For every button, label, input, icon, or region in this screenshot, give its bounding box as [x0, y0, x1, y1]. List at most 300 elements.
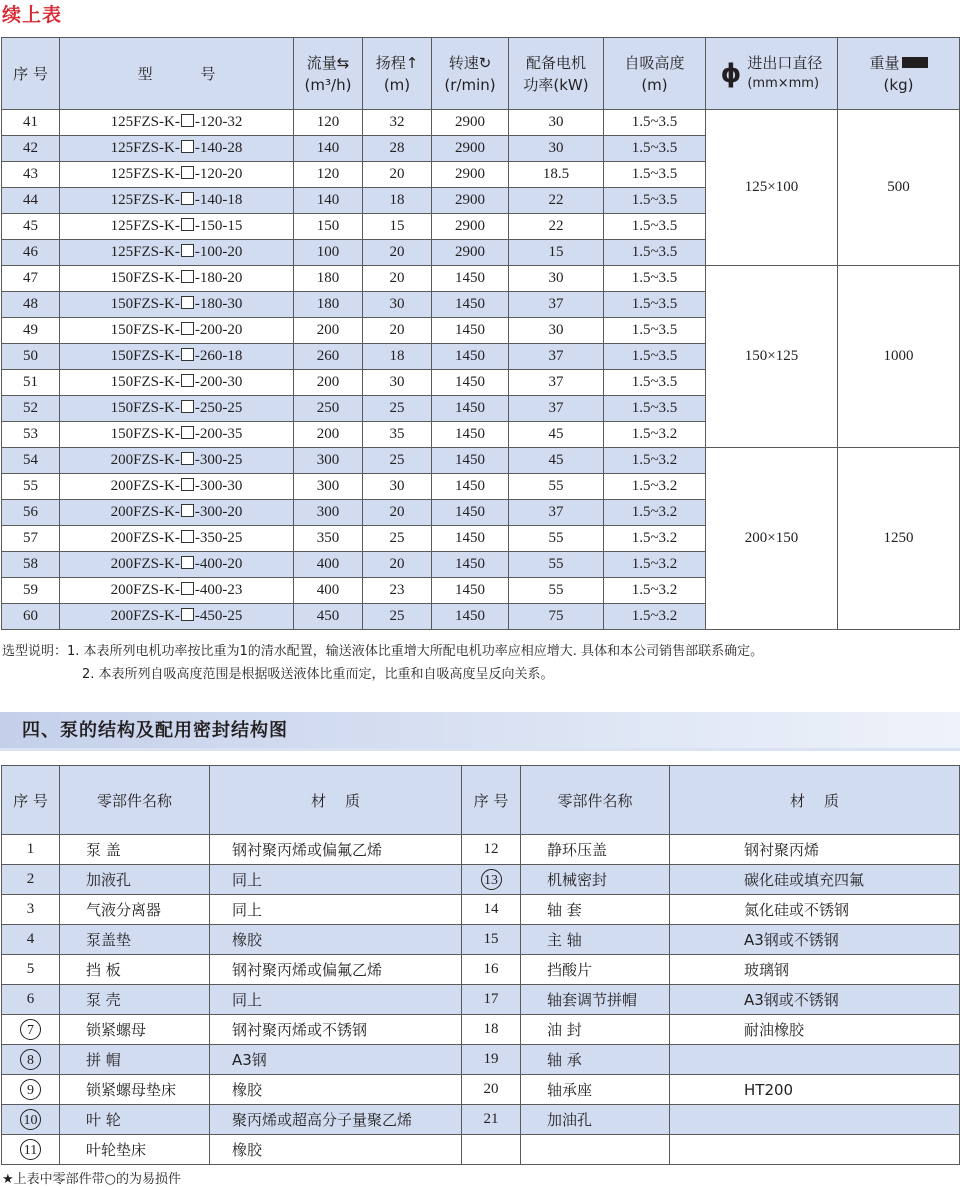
- spec-power: 30: [509, 318, 604, 344]
- part-seq: 3: [2, 895, 60, 925]
- model-prefix: 150FZS-K-: [110, 426, 180, 442]
- spec-flow: 200: [294, 318, 363, 344]
- spec-head: 20: [363, 552, 432, 578]
- header-diameter: [706, 38, 838, 110]
- spec-head: 25: [363, 604, 432, 630]
- parts-row: [2, 1075, 960, 1105]
- parts-row: [2, 1105, 960, 1135]
- spec-table: [1, 37, 960, 630]
- header-weight-unit: (kg): [883, 75, 914, 94]
- part-name: 静环压盖: [521, 835, 670, 865]
- spec-flow: 100: [294, 240, 363, 266]
- header-seq: [2, 38, 60, 110]
- model-suffix: -200-30: [194, 374, 243, 390]
- model-suffix: -180-20: [194, 270, 243, 286]
- spec-flow: 260: [294, 344, 363, 370]
- part-name: 叶轮垫床: [60, 1135, 210, 1165]
- spec-speed: 1450: [432, 578, 509, 604]
- part-name: 轴套调节拼帽: [521, 985, 670, 1015]
- spec-speed: 1450: [432, 474, 509, 500]
- spec-flow: 140: [294, 188, 363, 214]
- spec-row: [2, 448, 960, 474]
- part-seq: 21: [462, 1105, 521, 1135]
- spec-power: 37: [509, 500, 604, 526]
- model-suffix: -250-25: [194, 400, 243, 416]
- model-prefix: 125FZS-K-: [110, 218, 180, 234]
- spec-seq: 45: [2, 214, 60, 240]
- model-suffix: -400-20: [194, 556, 243, 572]
- wear-part-circle: 11: [20, 1139, 41, 1160]
- spec-model: [60, 604, 294, 630]
- parts-header-seq-left: 序 号: [2, 766, 60, 835]
- part-seq: [2, 1075, 60, 1105]
- spec-speed: 2900: [432, 214, 509, 240]
- spec-seq: 46: [2, 240, 60, 266]
- part-name: 叶 轮: [60, 1105, 210, 1135]
- model-prefix: 200FZS-K-: [110, 556, 180, 572]
- parts-row: [2, 925, 960, 955]
- spec-power: 22: [509, 214, 604, 240]
- spec-speed: 1450: [432, 396, 509, 422]
- parts-row: [2, 835, 960, 865]
- spec-speed: 1450: [432, 422, 509, 448]
- header-diameter-unit: (mm×mm): [747, 76, 820, 91]
- part-material: 同上: [210, 985, 462, 1015]
- part-material: 同上: [210, 895, 462, 925]
- spec-head: 15: [363, 214, 432, 240]
- spec-flow: 400: [294, 552, 363, 578]
- spec-suction: 1.5~3.5: [604, 188, 706, 214]
- spec-suction: 1.5~3.2: [604, 578, 706, 604]
- model-prefix: 125FZS-K-: [110, 114, 180, 130]
- selection-notes: [2, 640, 763, 686]
- part-material: A3钢: [210, 1045, 462, 1075]
- part-name: 主 轴: [521, 925, 670, 955]
- spec-suction: 1.5~3.2: [604, 422, 706, 448]
- spec-suction: 1.5~3.2: [604, 604, 706, 630]
- parts-header-row: [2, 766, 960, 835]
- part-name: 轴 承: [521, 1045, 670, 1075]
- model-option-box: [181, 296, 194, 309]
- spec-power: 55: [509, 578, 604, 604]
- spec-head: 18: [363, 188, 432, 214]
- spec-suction: 1.5~3.2: [604, 448, 706, 474]
- spec-seq: 50: [2, 344, 60, 370]
- rotation-icon: ↻: [478, 53, 492, 72]
- spec-diameter: 125×100: [706, 110, 838, 266]
- spec-flow: 140: [294, 136, 363, 162]
- parts-header-seq-right: 序 号: [462, 766, 521, 835]
- part-name: 油 封: [521, 1015, 670, 1045]
- spec-suction: 1.5~3.5: [604, 292, 706, 318]
- spec-power: 45: [509, 422, 604, 448]
- spec-speed: 2900: [432, 188, 509, 214]
- spec-flow: 350: [294, 526, 363, 552]
- model-suffix: -150-15: [194, 218, 243, 234]
- spec-model: [60, 500, 294, 526]
- part-material: 氮化硅或不锈钢: [670, 895, 960, 925]
- spec-speed: 1450: [432, 604, 509, 630]
- parts-row: [2, 955, 960, 985]
- model-suffix: -350-25: [194, 530, 243, 546]
- spec-head: 20: [363, 318, 432, 344]
- spec-seq: 42: [2, 136, 60, 162]
- spec-model: [60, 422, 294, 448]
- spec-speed: 2900: [432, 110, 509, 136]
- spec-head: 18: [363, 344, 432, 370]
- part-material: A3钢或不锈钢: [670, 925, 960, 955]
- spec-head: 30: [363, 292, 432, 318]
- model-option-box: [181, 244, 194, 257]
- spec-seq: 60: [2, 604, 60, 630]
- part-seq: 18: [462, 1015, 521, 1045]
- part-material: [670, 1045, 960, 1075]
- parts-row: [2, 985, 960, 1015]
- part-name: 气液分离器: [60, 895, 210, 925]
- model-option-box: [181, 556, 194, 569]
- model-suffix: -140-18: [194, 192, 243, 208]
- part-seq: 4: [2, 925, 60, 955]
- part-seq: 12: [462, 835, 521, 865]
- model-option-box: [181, 322, 194, 335]
- part-material: 钢衬聚丙烯或不锈钢: [210, 1015, 462, 1045]
- model-prefix: 150FZS-K-: [110, 296, 180, 312]
- header-suction-line2: (m): [641, 75, 668, 94]
- spec-model: [60, 448, 294, 474]
- part-seq: 15: [462, 925, 521, 955]
- part-name: 锁紧螺母: [60, 1015, 210, 1045]
- spec-seq: 53: [2, 422, 60, 448]
- part-material: 橡胶: [210, 925, 462, 955]
- spec-model: [60, 370, 294, 396]
- part-seq: 14: [462, 895, 521, 925]
- spec-power: 30: [509, 136, 604, 162]
- spec-speed: 1450: [432, 448, 509, 474]
- part-seq: 2: [2, 865, 60, 895]
- arrow-up-icon: ↑: [405, 53, 419, 72]
- spec-power: 37: [509, 292, 604, 318]
- spec-suction: 1.5~3.5: [604, 318, 706, 344]
- part-material: 同上: [210, 865, 462, 895]
- spec-power: 55: [509, 474, 604, 500]
- model-option-box: [181, 374, 194, 387]
- spec-seq: 52: [2, 396, 60, 422]
- part-material: 玻璃钢: [670, 955, 960, 985]
- part-material: 橡胶: [210, 1135, 462, 1165]
- spec-speed: 2900: [432, 162, 509, 188]
- spec-weight: 1000: [838, 266, 960, 448]
- model-prefix: 150FZS-K-: [110, 374, 180, 390]
- model-option-box: [181, 192, 194, 205]
- model-prefix: 200FZS-K-: [110, 478, 180, 494]
- spec-model: [60, 292, 294, 318]
- model-option-box: [181, 140, 194, 153]
- model-suffix: -120-20: [194, 166, 243, 182]
- part-seq: [2, 1015, 60, 1045]
- section-title: 四、泵的结构及配用密封结构图: [22, 720, 288, 741]
- spec-seq: 41: [2, 110, 60, 136]
- part-seq: 5: [2, 955, 60, 985]
- spec-head: 30: [363, 474, 432, 500]
- spec-power: 22: [509, 188, 604, 214]
- spec-flow: 300: [294, 474, 363, 500]
- part-material: 钢衬聚丙烯或偏氟乙烯: [210, 955, 462, 985]
- spec-model: [60, 110, 294, 136]
- spec-suction: 1.5~3.5: [604, 396, 706, 422]
- spec-flow: 200: [294, 370, 363, 396]
- part-seq: 6: [2, 985, 60, 1015]
- spec-model: [60, 552, 294, 578]
- spec-suction: 1.5~3.5: [604, 240, 706, 266]
- model-suffix: -450-25: [194, 608, 243, 624]
- spec-power: 37: [509, 396, 604, 422]
- spec-head: 20: [363, 162, 432, 188]
- model-prefix: 150FZS-K-: [110, 400, 180, 416]
- part-name: 挡酸片: [521, 955, 670, 985]
- spec-seq: 48: [2, 292, 60, 318]
- header-flow-unit: (m³/h): [304, 75, 352, 94]
- part-name: 机械密封: [521, 865, 670, 895]
- parts-row: [2, 1045, 960, 1075]
- spec-power: 75: [509, 604, 604, 630]
- model-prefix: 200FZS-K-: [110, 582, 180, 598]
- spec-head: 28: [363, 136, 432, 162]
- spec-speed: 1450: [432, 500, 509, 526]
- part-material: [670, 1105, 960, 1135]
- spec-model: [60, 396, 294, 422]
- spec-head: 25: [363, 448, 432, 474]
- spec-model: [60, 474, 294, 500]
- part-seq: [2, 1045, 60, 1075]
- spec-model: [60, 214, 294, 240]
- model-option-box: [181, 426, 194, 439]
- spec-power: 15: [509, 240, 604, 266]
- spec-seq: 47: [2, 266, 60, 292]
- spec-power: 18.5: [509, 162, 604, 188]
- part-name: 加油孔: [521, 1105, 670, 1135]
- part-material: [670, 1135, 960, 1165]
- spec-table-body: [2, 110, 960, 630]
- model-suffix: -260-18: [194, 348, 243, 364]
- spec-head: 35: [363, 422, 432, 448]
- header-speed-label: 转速: [448, 53, 479, 72]
- spec-power: 30: [509, 266, 604, 292]
- spec-row: [2, 110, 960, 136]
- spec-speed: 1450: [432, 344, 509, 370]
- spec-speed: 1450: [432, 552, 509, 578]
- spec-head: 25: [363, 526, 432, 552]
- model-prefix: 125FZS-K-: [110, 192, 180, 208]
- wear-part-circle: 13: [481, 869, 502, 890]
- part-material: 橡胶: [210, 1075, 462, 1105]
- spec-flow: 450: [294, 604, 363, 630]
- spec-model: [60, 136, 294, 162]
- model-suffix: -180-30: [194, 296, 243, 312]
- continued-title: 续上表: [2, 4, 63, 26]
- spec-speed: 1450: [432, 292, 509, 318]
- spec-seq: 57: [2, 526, 60, 552]
- spec-model: [60, 240, 294, 266]
- parts-header-name-left: 零部件名称: [60, 766, 210, 835]
- flow-icon: ⇆: [336, 53, 350, 72]
- header-motor-line2: 功率(kW): [523, 75, 589, 94]
- spec-suction: 1.5~3.2: [604, 500, 706, 526]
- spec-seq: 59: [2, 578, 60, 604]
- spec-suction: 1.5~3.2: [604, 474, 706, 500]
- part-material: HT200: [670, 1075, 960, 1105]
- header-flow: [294, 38, 363, 110]
- spec-power: 30: [509, 110, 604, 136]
- model-suffix: -200-35: [194, 426, 243, 442]
- model-prefix: 200FZS-K-: [110, 452, 180, 468]
- header-head: [363, 38, 432, 110]
- header-suction-line1: 自吸高度: [624, 53, 685, 72]
- footnote: ★上表中零部件带○的为易损件: [2, 1172, 181, 1187]
- model-prefix: 125FZS-K-: [110, 244, 180, 260]
- header-speed-unit: (r/min): [444, 75, 496, 94]
- part-material: 耐油橡胶: [670, 1015, 960, 1045]
- model-prefix: 150FZS-K-: [110, 348, 180, 364]
- spec-suction: 1.5~3.5: [604, 370, 706, 396]
- spec-seq: 58: [2, 552, 60, 578]
- spec-flow: 120: [294, 110, 363, 136]
- spec-flow: 120: [294, 162, 363, 188]
- model-prefix: 150FZS-K-: [110, 322, 180, 338]
- spec-weight: 500: [838, 110, 960, 266]
- spec-seq: 44: [2, 188, 60, 214]
- part-name: 挡 板: [60, 955, 210, 985]
- part-name: 锁紧螺母垫床: [60, 1075, 210, 1105]
- part-seq: 20: [462, 1075, 521, 1105]
- header-weight-label: 重量: [869, 53, 900, 72]
- part-material: 钢衬聚丙烯或偏氟乙烯: [210, 835, 462, 865]
- part-material: 聚丙烯或超高分子量聚乙烯: [210, 1105, 462, 1135]
- model-option-box: [181, 582, 194, 595]
- part-seq: 16: [462, 955, 521, 985]
- parts-table-body: [2, 835, 960, 1165]
- spec-diameter: 150×125: [706, 266, 838, 448]
- part-seq: 1: [2, 835, 60, 865]
- model-prefix: 125FZS-K-: [110, 140, 180, 156]
- spec-head: 20: [363, 500, 432, 526]
- spec-speed: 2900: [432, 136, 509, 162]
- spec-flow: 300: [294, 500, 363, 526]
- spec-flow: 180: [294, 266, 363, 292]
- wear-part-circle: 10: [20, 1109, 41, 1130]
- spec-speed: 1450: [432, 370, 509, 396]
- spec-model: [60, 344, 294, 370]
- spec-power: 45: [509, 448, 604, 474]
- model-option-box: [181, 114, 194, 127]
- part-name: 泵 盖: [60, 835, 210, 865]
- spec-power: 37: [509, 344, 604, 370]
- model-prefix: 200FZS-K-: [110, 530, 180, 546]
- spec-speed: 1450: [432, 318, 509, 344]
- spec-flow: 300: [294, 448, 363, 474]
- parts-header-material-right: 材 质: [670, 766, 960, 835]
- spec-model: [60, 526, 294, 552]
- spec-seq: 49: [2, 318, 60, 344]
- part-name: 轴 套: [521, 895, 670, 925]
- parts-row: [2, 1015, 960, 1045]
- header-motor-line1: 配备电机: [525, 53, 586, 72]
- spec-head: 23: [363, 578, 432, 604]
- wear-part-circle: 8: [20, 1049, 41, 1070]
- model-option-box: [181, 478, 194, 491]
- model-option-box: [181, 166, 194, 179]
- spec-model: [60, 578, 294, 604]
- header-diameter-label: 进出口直径: [747, 54, 823, 72]
- spec-flow: 180: [294, 292, 363, 318]
- spec-seq: 56: [2, 500, 60, 526]
- spec-diameter: 200×150: [706, 448, 838, 630]
- parts-row: [2, 895, 960, 925]
- model-suffix: -400-23: [194, 582, 243, 598]
- parts-table: [1, 765, 960, 1165]
- header-motor: [509, 38, 604, 110]
- spec-suction: 1.5~3.5: [604, 214, 706, 240]
- spec-model: [60, 188, 294, 214]
- spec-suction: 1.5~3.2: [604, 552, 706, 578]
- part-seq: [462, 865, 521, 895]
- model-option-box: [181, 218, 194, 231]
- header-flow-label: 流量: [306, 53, 337, 72]
- part-name: 拼 帽: [60, 1045, 210, 1075]
- spec-power: 55: [509, 552, 604, 578]
- model-prefix: 125FZS-K-: [110, 166, 180, 182]
- spec-flow: 200: [294, 422, 363, 448]
- model-option-box: [181, 348, 194, 361]
- phi-icon: ϕ: [720, 58, 742, 89]
- model-suffix: -140-28: [194, 140, 243, 156]
- spec-suction: 1.5~3.5: [604, 266, 706, 292]
- note-line-2: 2. 本表所列自吸高度范围是根据吸送液体比重而定，比重和自吸高度呈反向关系。: [82, 667, 554, 682]
- spec-model: [60, 266, 294, 292]
- spec-speed: 1450: [432, 266, 509, 292]
- part-name: 泵盖垫: [60, 925, 210, 955]
- part-material: 钢衬聚丙烯: [670, 835, 960, 865]
- model-prefix: 200FZS-K-: [110, 504, 180, 520]
- parts-row: [2, 1135, 960, 1165]
- spec-suction: 1.5~3.5: [604, 110, 706, 136]
- spec-model: [60, 318, 294, 344]
- header-model-label: 型 号: [137, 64, 216, 83]
- spec-power: 55: [509, 526, 604, 552]
- model-suffix: -100-20: [194, 244, 243, 260]
- model-option-box: [181, 608, 194, 621]
- part-seq: 17: [462, 985, 521, 1015]
- spec-head: 20: [363, 240, 432, 266]
- spec-power: 37: [509, 370, 604, 396]
- part-seq: 19: [462, 1045, 521, 1075]
- header-model: [60, 38, 294, 110]
- spec-flow: 250: [294, 396, 363, 422]
- spec-speed: 1450: [432, 526, 509, 552]
- parts-row: [2, 865, 960, 895]
- model-suffix: -200-20: [194, 322, 243, 338]
- parts-header-name-right: 零部件名称: [521, 766, 670, 835]
- spec-suction: 1.5~3.5: [604, 136, 706, 162]
- spec-head: 32: [363, 110, 432, 136]
- header-head-label: 扬程: [375, 53, 406, 72]
- model-suffix: -300-30: [194, 478, 243, 494]
- spec-seq: 43: [2, 162, 60, 188]
- spec-header-row: [2, 38, 960, 110]
- part-name: 轴承座: [521, 1075, 670, 1105]
- spec-weight: 1250: [838, 448, 960, 630]
- header-weight: [838, 38, 960, 110]
- spec-suction: 1.5~3.5: [604, 162, 706, 188]
